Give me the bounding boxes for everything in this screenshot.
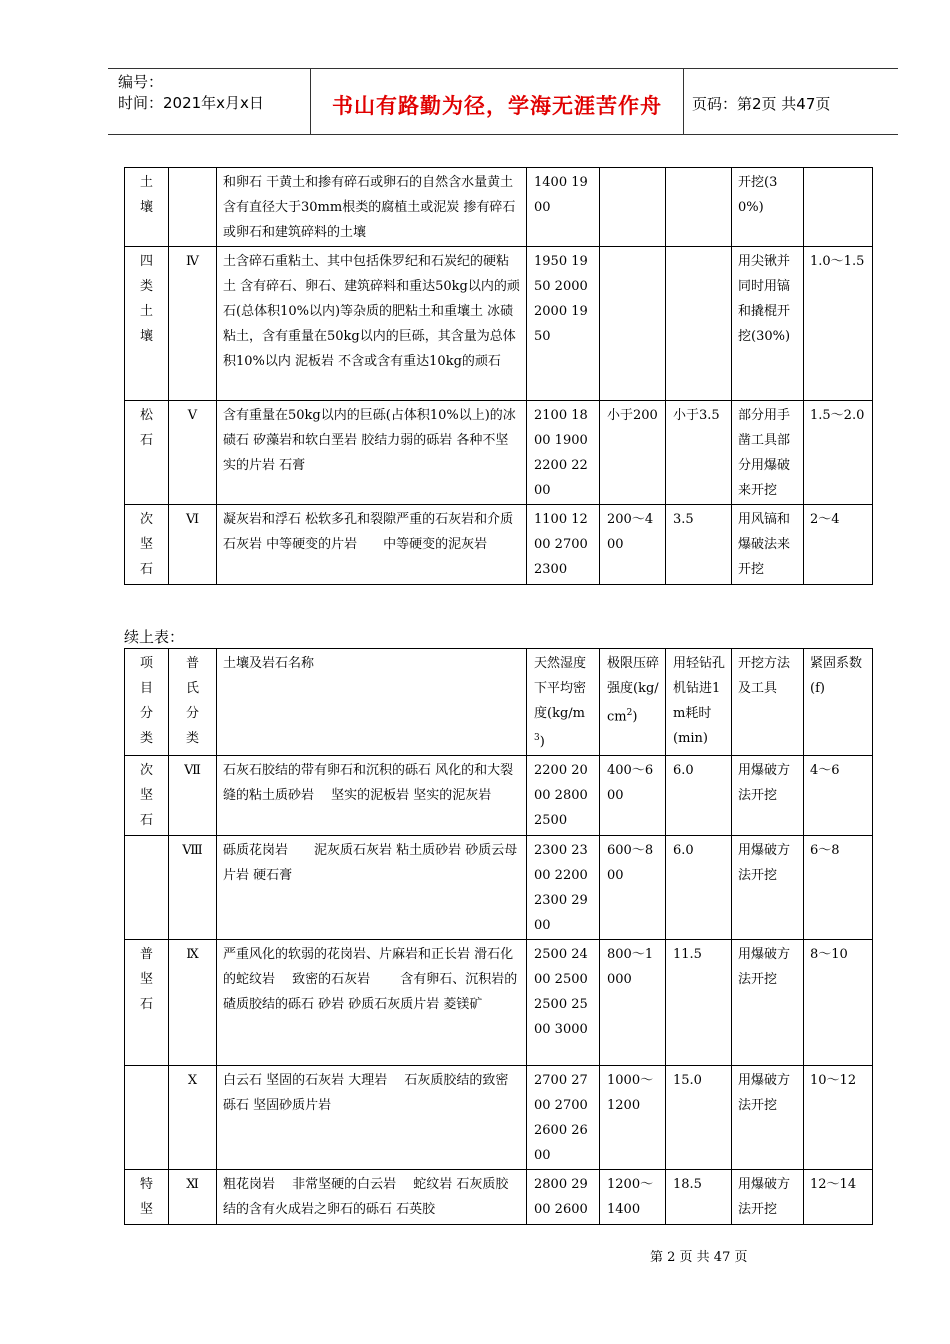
cell-coefficient: 6～8 [804,836,873,940]
cell-grade: Ⅷ [169,836,217,940]
table-row [125,1066,873,1170]
soil-table-part2 [124,648,873,1225]
cell-strength [600,247,666,401]
cell-name: 白云石 坚固的石灰岩 大理岩 石灰质胶结的致密砾石 坚固砂质片岩 [217,1066,527,1170]
page-footer: 第 2 页 共 47 页 [650,1250,748,1265]
header-page-info: 页码：第2页 共47页 [692,95,831,113]
cell-strength: 400～600 [600,756,666,836]
cell-name: 含有重量在50kg以内的巨砾(占体积10%以上)的冰碛石 矽藻岩和软白垩岩 胶结力弱的砾岩 各种不坚实的片岩 石膏 [217,401,527,505]
cell-coefficient: 12～14 [804,1170,873,1225]
cell-name: 和卵石 干黄土和掺有碎石或卵石的自然含水量黄土 含有直径大于30mm根类的腐植土或泥炭 掺有碎石或卵石和建筑碎料的土壤 [217,168,527,247]
header-motto: 书山有路勤为径，学海无涯苦作舟 [332,94,662,118]
cell-name: 石灰石胶结的带有卵石和沉积的砾石 风化的和大裂缝的粘土质砂岩 坚实的泥板岩 坚实的泥灰岩 [217,756,527,836]
header-bottom-rule [108,134,898,135]
cell-drill-time: 3.5 [666,505,732,585]
cell-method: 开挖(30%) [732,168,804,247]
cell-grade: Ⅵ [169,505,217,585]
cell-grade [169,168,217,247]
cell-drill-time: 小于3.5 [666,401,732,505]
cell-drill-time: 6.0 [666,836,732,940]
table-row [125,940,873,1066]
cell-density: 2800 2900 2600 [527,1170,600,1225]
soil-table-part1 [124,167,873,585]
header-cat: 项目分类 [125,649,169,756]
cell-drill-time [666,168,732,247]
cell-method: 用爆破方法开挖 [732,756,804,836]
table-row [125,168,873,247]
table-row [125,1170,873,1225]
cell-grade: Ⅴ [169,401,217,505]
header-grade: 普氏分类 [169,649,217,756]
cell-density: 1400 1900 [527,168,600,247]
cell-density: 2500 2400 2500 2500 2500 3000 [527,940,600,1066]
cell-category: 次坚石 [125,505,169,585]
cell-method: 用爆破方法开挖 [732,1066,804,1170]
cell-drill-time: 15.0 [666,1066,732,1170]
soil-table-part2-body [125,756,873,1225]
cell-density: 2300 2300 2200 2300 2900 [527,836,600,940]
cell-category [125,1066,169,1170]
header-drill: 用轻钻孔机钻进1m耗时(min) [666,649,732,756]
cell-category: 次坚石 [125,756,169,836]
table-row [125,505,873,585]
cell-method: 用尖锹并同时用镐和撬棍开挖(30%) [732,247,804,401]
cell-grade: Ⅺ [169,1170,217,1225]
cell-density: 1950 1950 2000 2000 1950 [527,247,600,401]
cell-coefficient: 1.0～1.5 [804,247,873,401]
cell-category [125,836,169,940]
cell-category: 土壤 [125,168,169,247]
cell-coefficient: 2～4 [804,505,873,585]
cell-density: 2200 2000 2800 2500 [527,756,600,836]
cell-grade: Ⅸ [169,940,217,1066]
cell-strength: 小于200 [600,401,666,505]
cell-grade: Ⅹ [169,1066,217,1170]
table-row [125,836,873,940]
cell-name: 砾质花岗岩 泥灰质石灰岩 粘土质砂岩 砂质云母片岩 硬石膏 [217,836,527,940]
cell-method: 部分用手凿工具部分用爆破来开挖 [732,401,804,505]
serial-label: 编号： [118,73,164,91]
cell-drill-time: 11.5 [666,940,732,1066]
cell-strength [600,168,666,247]
header-name: 土壤及岩石名称 [217,649,527,756]
cell-coefficient: 1.5～2.0 [804,401,873,505]
cell-density: 2100 1800 1900 2200 2200 [527,401,600,505]
cell-name: 土含碎石重粘土、其中包括侏罗纪和石炭纪的硬粘土 含有碎石、卵石、建筑碎料和重达50kg以内的顽石(总体积10%以内)等杂质的肥粘土和重壤土 冰碛粘土，含有重量在50kg以内的巨砾，其含量为总体积10%以内 泥板岩 不含或含有重达10kg的顽石 [217,247,527,401]
cell-coefficient: 4～6 [804,756,873,836]
header-strength: 极限压碎强度$(kg/cm^2)$ [600,649,666,756]
date-label: 时间：2021年x月x日 [118,94,264,112]
cell-method: 用爆破方法开挖 [732,940,804,1066]
cell-grade: Ⅶ [169,756,217,836]
table-row [125,247,873,401]
cell-drill-time: 18.5 [666,1170,732,1225]
cell-strength: 1000～1200 [600,1066,666,1170]
cell-strength: 1200～1400 [600,1170,666,1225]
table-header-row [125,649,873,756]
continued-label: 续上表： [124,628,185,646]
cell-method: 用风镐和爆破法来开挖 [732,505,804,585]
cell-drill-time [666,247,732,401]
cell-coefficient: 8～10 [804,940,873,1066]
cell-method: 用爆破方法开挖 [732,1170,804,1225]
cell-method: 用爆破方法开挖 [732,836,804,940]
cell-coefficient: 10～12 [804,1066,873,1170]
cell-density: 2700 2700 2700 2600 2600 [527,1066,600,1170]
cell-strength: 200～400 [600,505,666,585]
cell-category: 四类土壤 [125,247,169,401]
cell-category: 特坚 [125,1170,169,1225]
header-meta [118,72,264,114]
cell-name: 严重风化的软弱的花岗岩、片麻岩和正长岩 滑石化的蛇纹岩 致密的石灰岩 含有卵石、沉积岩的碴质胶结的砾石 砂岩 砂质石灰质片岩 菱镁矿 [217,940,527,1066]
table-row [125,401,873,505]
cell-strength: 600～800 [600,836,666,940]
header-divider-right [683,68,684,134]
header-coef: 紧固系数 (f) [804,649,873,756]
cell-name: 粗花岗岩 非常坚硬的白云岩 蛇纹岩 石灰质胶结的含有火成岩之卵石的砾石 石英胶 [217,1170,527,1225]
soil-table-part1-body [125,168,873,585]
header-method: 开挖方法及工具 [732,649,804,756]
cell-drill-time: 6.0 [666,756,732,836]
header-divider-left [310,68,311,134]
header-top-rule [108,68,898,69]
cell-density: 1100 1200 2700 2300 [527,505,600,585]
header-density: 天然湿度下平均密度$(kg/m^3)$ [527,649,600,756]
cell-coefficient [804,168,873,247]
cell-strength: 800～1000 [600,940,666,1066]
table-row [125,756,873,836]
cell-category: 普坚石 [125,940,169,1066]
cell-category: 松石 [125,401,169,505]
cell-grade: Ⅳ [169,247,217,401]
cell-name: 凝灰岩和浮石 松软多孔和裂隙严重的石灰岩和介质石灰岩 中等硬变的片岩 中等硬变的泥灰岩 [217,505,527,585]
